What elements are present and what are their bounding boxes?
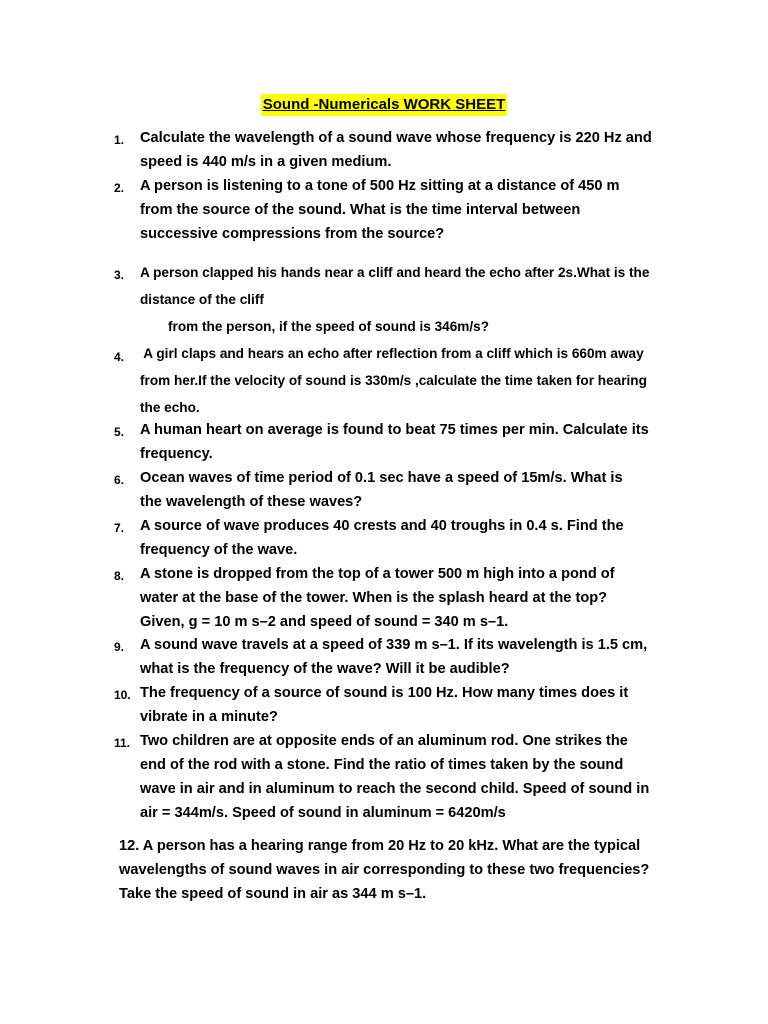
question-text-line: wavelengths of sound waves in air corresponding to these two frequencies? bbox=[119, 862, 650, 878]
question-text-line: the echo. bbox=[140, 400, 200, 415]
question-number: 9. bbox=[114, 640, 125, 654]
question-text-line: Calculate the wavelength of a sound wave whose frequency is 220 Hz and bbox=[140, 130, 652, 146]
question-text-line: Ocean waves of time period of 0.1 sec have a speed of 15m/s. What is bbox=[140, 470, 623, 486]
question-text-line: Given, g = 10 m s–2 and speed of sound = 340 m s–1. bbox=[140, 614, 509, 630]
question-number: 4. bbox=[114, 350, 125, 364]
question-text-line: vibrate in a minute? bbox=[140, 709, 278, 725]
question-text-line: Two children are at opposite ends of an aluminum rod. One strikes the bbox=[140, 733, 628, 749]
question-number: 11. bbox=[114, 736, 131, 750]
question-text-line: the wavelength of these waves? bbox=[140, 494, 363, 510]
question-text-line: from the person, if the speed of sound is 346m/s? bbox=[168, 319, 490, 334]
question-number: 7. bbox=[114, 521, 125, 535]
question-text-line: frequency. bbox=[140, 446, 213, 462]
question-text-line: A girl claps and hears an echo after reflection from a cliff which is 660m away bbox=[140, 346, 644, 361]
question-text-line: 12. A person has a hearing range from 20 Hz to 20 kHz. What are the typical bbox=[119, 838, 641, 854]
question-text-line: from her.If the velocity of sound is 330m/s ,calculate the time taken for hearing bbox=[140, 373, 647, 388]
title-container bbox=[0, 94, 768, 116]
question-text-line: from the source of the sound. What is the time interval between bbox=[140, 202, 581, 218]
question-text-line: A human heart on average is found to beat 75 times per min. Calculate its bbox=[140, 422, 649, 438]
question-text-line: A person is listening to a tone of 500 Hz sitting at a distance of 450 m bbox=[140, 178, 620, 194]
question-text-line: The frequency of a source of sound is 100 Hz. How many times does it bbox=[140, 685, 629, 701]
question-text-line: wave in air and in aluminum to reach the second child. Speed of sound in bbox=[140, 781, 650, 797]
question-number: 1. bbox=[114, 133, 125, 147]
question-text-line: distance of the cliff bbox=[140, 292, 264, 307]
worksheet-title: Sound -Numericals WORK SHEET bbox=[261, 94, 508, 116]
question-number: 8. bbox=[114, 569, 125, 583]
question-text-line: A source of wave produces 40 crests and 40 troughs in 0.4 s. Find the bbox=[140, 518, 624, 534]
question-text-line: successive compressions from the source? bbox=[140, 226, 445, 242]
question-number: 3. bbox=[114, 268, 125, 282]
question-number: 6. bbox=[114, 473, 125, 487]
question-text-line: A stone is dropped from the top of a tower 500 m high into a pond of bbox=[140, 566, 615, 582]
question-text-line: A sound wave travels at a speed of 339 m s–1. If its wavelength is 1.5 cm, bbox=[140, 637, 648, 653]
question-text-line: air = 344m/s. Speed of sound in aluminum = 6420m/s bbox=[140, 805, 506, 821]
question-text-line: Take the speed of sound in air as 344 m s–1. bbox=[119, 886, 427, 902]
question-text-line: speed is 440 m/s in a given medium. bbox=[140, 154, 392, 170]
question-number: 10. bbox=[114, 688, 131, 702]
question-text-line: frequency of the wave. bbox=[140, 542, 298, 558]
question-number: 2. bbox=[114, 181, 125, 195]
question-number: 5. bbox=[114, 425, 125, 439]
question-text-line: water at the base of the tower. When is the splash heard at the top? bbox=[140, 590, 608, 606]
question-text-line: end of the rod with a stone. Find the ratio of times taken by the sound bbox=[140, 757, 624, 773]
question-text-line: what is the frequency of the wave? Will it be audible? bbox=[140, 661, 510, 677]
question-text-line: A person clapped his hands near a cliff and heard the echo after 2s.What is the bbox=[140, 265, 650, 280]
